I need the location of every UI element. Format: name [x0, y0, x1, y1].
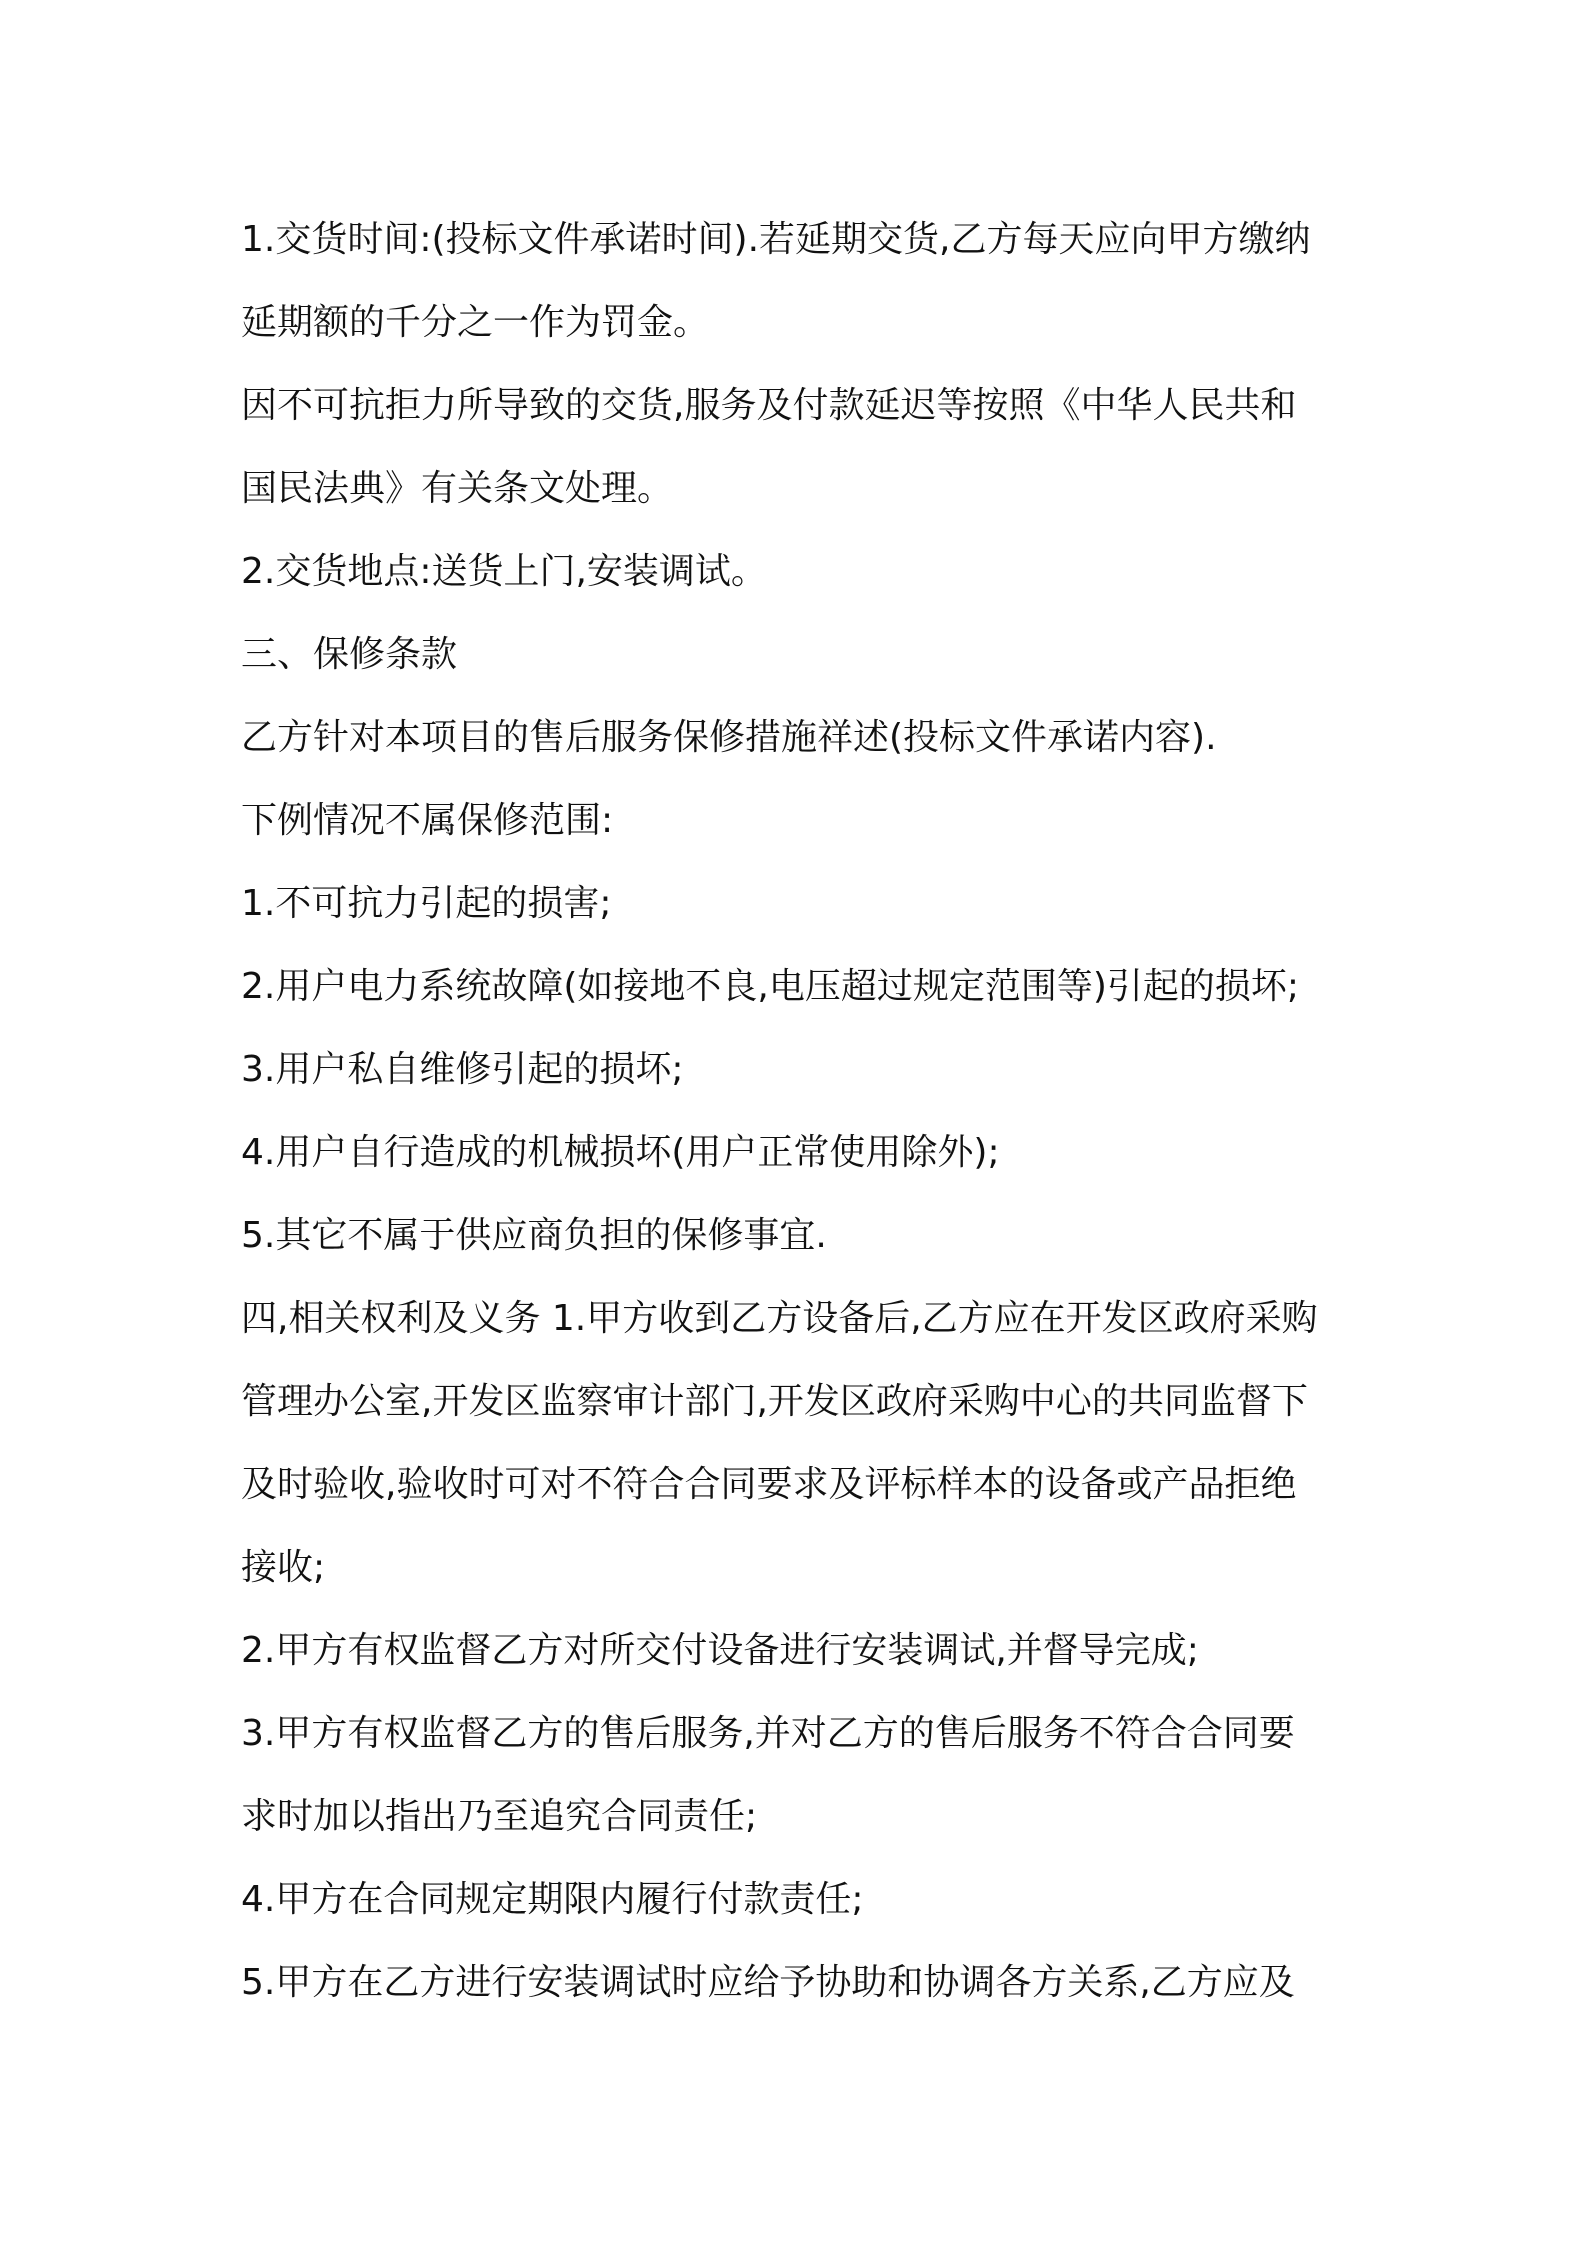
list-item-right-3: 3.甲方有权监督乙方的售后服务,并对乙方的售后服务不符合合同要 — [241, 1713, 1295, 1754]
text-line-delivery-penalty: 延期额的千分之一作为罚金。 — [241, 302, 710, 343]
text-line-delivery-location: 2.交货地点:送货上门,安装调试。 — [241, 551, 767, 592]
section-heading-warranty: 三、保修条款 — [241, 634, 458, 675]
text-line-acceptance-rejection: 及时验收,验收时可对不符合合同要求及评标样本的设备或产品拒绝 — [241, 1464, 1297, 1505]
text-line-exclusions-intro: 下例情况不属保修范围: — [241, 800, 614, 841]
text-line-force-majeure: 因不可抗拒力所导致的交货,服务及付款延迟等按照《中华人民共和 — [241, 385, 1297, 426]
list-item-exclusion-5: 5.其它不属于供应商负担的保修事宜. — [241, 1215, 827, 1256]
list-item-right-5: 5.甲方在乙方进行安装调试时应给予协助和协调各方关系,乙方应及 — [241, 1962, 1295, 2003]
list-item-exclusion-3: 3.用户私自维修引起的损坏; — [241, 1049, 684, 1090]
text-line-liability: 求时加以指出乃至追究合同责任; — [241, 1796, 758, 1837]
list-item-exclusion-4: 4.用户自行造成的机械损坏(用户正常使用除外); — [241, 1132, 1000, 1173]
text-line-receipt: 接收; — [241, 1547, 326, 1588]
text-line-delivery-time: 1.交货时间:(投标文件承诺时间).若延期交货,乙方每天应向甲方缴纳 — [241, 219, 1311, 260]
contract-text — [241, 198, 1371, 2024]
list-item-exclusion-1: 1.不可抗力引起的损害; — [241, 883, 612, 924]
list-item-right-2: 2.甲方有权监督乙方对所交付设备进行安装调试,并督导完成; — [241, 1630, 1199, 1671]
text-line-civil-code: 国民法典》有关条文处理。 — [241, 468, 674, 509]
section-heading-rights-obligations: 四,相关权利及义务 1.甲方收到乙方设备后,乙方应在开发区政府采购 — [241, 1298, 1318, 1339]
list-item-right-4: 4.甲方在合同规定期限内履行付款责任; — [241, 1879, 864, 1920]
text-line-acceptance-supervision: 管理办公室,开发区监察审计部门,开发区政府采购中心的共同监督下 — [241, 1381, 1308, 1422]
text-line-warranty-measures: 乙方针对本项目的售后服务保修措施祥述(投标文件承诺内容). — [241, 717, 1217, 758]
list-item-exclusion-2: 2.用户电力系统故障(如接地不良,电压超过规定范围等)引起的损坏; — [241, 966, 1300, 1007]
